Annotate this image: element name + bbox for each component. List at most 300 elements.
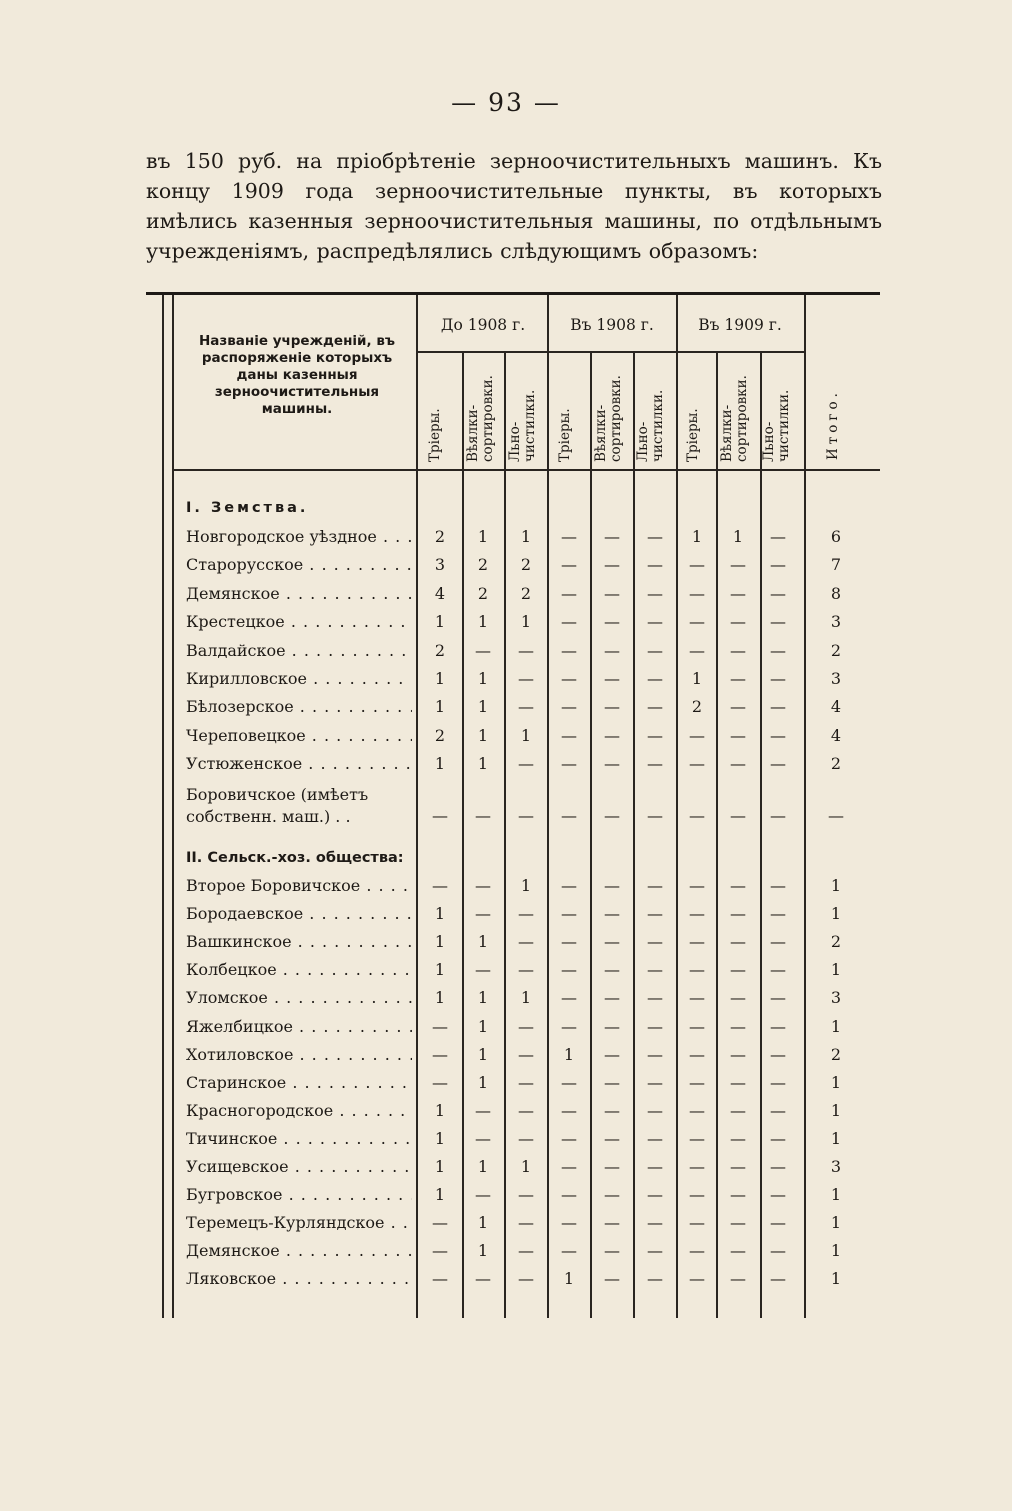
row-value: — bbox=[770, 1128, 786, 1148]
row-value: — bbox=[604, 1100, 620, 1120]
row-value: 1 bbox=[434, 904, 446, 924]
row-value: — bbox=[432, 1241, 448, 1261]
row-value: — bbox=[770, 640, 786, 660]
row-value: — bbox=[689, 988, 705, 1008]
row-value: — bbox=[689, 754, 705, 774]
row-value: 1 bbox=[477, 932, 489, 952]
table-row bbox=[186, 806, 880, 834]
row-value: — bbox=[604, 1269, 620, 1289]
row-value: — bbox=[770, 697, 786, 717]
row-value: — bbox=[518, 1100, 534, 1120]
row-value: — bbox=[561, 932, 577, 952]
row-value: — bbox=[730, 697, 746, 717]
row-value: — bbox=[730, 960, 746, 980]
table-row bbox=[186, 988, 880, 1016]
row-value: — bbox=[647, 527, 663, 546]
row-value: — bbox=[475, 904, 491, 924]
row-value: — bbox=[730, 1044, 746, 1064]
row-value: — bbox=[730, 1072, 746, 1092]
row-value: — bbox=[561, 1157, 577, 1176]
row-value: — bbox=[561, 1185, 577, 1205]
row-total: 2 bbox=[830, 932, 842, 952]
year-header-before-1908: До 1908 г. bbox=[440, 316, 526, 334]
row-value: — bbox=[689, 876, 705, 895]
column-divider bbox=[172, 295, 174, 1318]
row-value: — bbox=[561, 1016, 577, 1036]
row-value: — bbox=[647, 806, 663, 825]
row-value: — bbox=[647, 1072, 663, 1092]
row-value: — bbox=[604, 1044, 620, 1064]
row-value: — bbox=[604, 754, 620, 774]
row-value: — bbox=[518, 1128, 534, 1148]
row-value: — bbox=[647, 1016, 663, 1036]
row-value: — bbox=[475, 1269, 491, 1289]
row-name: Ляковское . . . bbox=[186, 1269, 412, 1288]
row-value: — bbox=[561, 960, 577, 980]
row-value: 1 bbox=[520, 725, 532, 745]
total-column-header: Итого. bbox=[825, 389, 841, 460]
row-value: — bbox=[561, 1072, 577, 1092]
row-value: — bbox=[518, 960, 534, 980]
row-value: — bbox=[561, 1241, 577, 1261]
row-value: — bbox=[770, 754, 786, 774]
row-value: — bbox=[604, 527, 620, 546]
row-value: — bbox=[647, 1128, 663, 1148]
row-value: — bbox=[604, 932, 620, 952]
row-value: — bbox=[518, 1185, 534, 1205]
row-value: — bbox=[518, 669, 534, 688]
row-value: — bbox=[518, 1213, 534, 1233]
row-value: 1 bbox=[434, 669, 446, 688]
row-name: Старорусское . . . bbox=[186, 555, 412, 574]
row-total: 1 bbox=[830, 1241, 842, 1261]
row-value: — bbox=[689, 904, 705, 924]
row-value: 1 bbox=[520, 527, 532, 546]
row-value: — bbox=[518, 932, 534, 952]
row-value: 1 bbox=[477, 725, 489, 745]
row-value: — bbox=[770, 932, 786, 952]
row-value: — bbox=[770, 876, 786, 895]
row-value: — bbox=[561, 754, 577, 774]
row-value: 1 bbox=[691, 527, 703, 546]
section-agri-societies-title: II. Сельск.-хоз. общества: bbox=[186, 850, 404, 866]
row-value: 1 bbox=[520, 988, 532, 1008]
row-value: — bbox=[432, 806, 448, 825]
row-value: — bbox=[730, 806, 746, 825]
row-name: Крестецкое . . . bbox=[186, 612, 412, 631]
row-total: 8 bbox=[830, 583, 842, 603]
table-row bbox=[186, 726, 880, 754]
row-total: 1 bbox=[830, 1072, 842, 1092]
row-value: — bbox=[689, 960, 705, 980]
row-value: — bbox=[730, 1128, 746, 1148]
row-value: — bbox=[561, 1100, 577, 1120]
row-value: — bbox=[604, 1016, 620, 1036]
row-value: — bbox=[647, 1044, 663, 1064]
row-value: 1 bbox=[520, 1157, 532, 1176]
row-value: — bbox=[730, 669, 746, 688]
row-value: — bbox=[689, 1185, 705, 1205]
row-name: Старинское . . . bbox=[186, 1073, 412, 1092]
row-value: — bbox=[432, 1016, 448, 1036]
table-row bbox=[186, 1101, 880, 1129]
row-name: Демянское . . . bbox=[186, 584, 412, 603]
row-value: — bbox=[432, 1072, 448, 1092]
row-value: — bbox=[604, 876, 620, 895]
row-name: Красногородское . . . bbox=[186, 1101, 412, 1120]
row-value: 1 bbox=[434, 1185, 446, 1205]
row-value: — bbox=[604, 960, 620, 980]
row-value: — bbox=[604, 1213, 620, 1233]
row-value: 1 bbox=[434, 960, 446, 980]
row-value: 1 bbox=[434, 988, 446, 1008]
row-value: — bbox=[770, 806, 786, 825]
row-value: — bbox=[730, 1269, 746, 1289]
row-value: — bbox=[561, 806, 577, 825]
row-value: 1 bbox=[477, 697, 489, 717]
row-value: — bbox=[475, 1185, 491, 1205]
row-value: — bbox=[730, 1016, 746, 1036]
table-row bbox=[186, 876, 880, 904]
row-value: 1 bbox=[434, 1128, 446, 1148]
row-value: — bbox=[689, 932, 705, 952]
row-value: — bbox=[730, 904, 746, 924]
row-value: 1 bbox=[732, 527, 744, 546]
row-total: 1 bbox=[830, 960, 842, 980]
row-value: — bbox=[730, 555, 746, 575]
row-value: — bbox=[561, 669, 577, 688]
row-value: — bbox=[561, 640, 577, 660]
row-value: — bbox=[689, 1157, 705, 1176]
row-value: 1 bbox=[477, 1157, 489, 1176]
row-value: — bbox=[689, 1269, 705, 1289]
row-total: 1 bbox=[830, 1016, 842, 1036]
row-value: — bbox=[604, 904, 620, 924]
row-name: Хотиловское . . . bbox=[186, 1045, 412, 1064]
row-total: 7 bbox=[830, 555, 842, 575]
row-value: — bbox=[518, 1016, 534, 1036]
row-value: — bbox=[689, 640, 705, 660]
row-value: — bbox=[770, 1100, 786, 1120]
row-value: 1 bbox=[477, 988, 489, 1008]
row-value: — bbox=[770, 960, 786, 980]
row-value: — bbox=[518, 1269, 534, 1289]
row-value: — bbox=[647, 697, 663, 717]
row-value: 2 bbox=[477, 555, 489, 575]
row-value: — bbox=[647, 669, 663, 688]
sub-header-triers: Тріеры. bbox=[427, 408, 443, 462]
table-row bbox=[186, 555, 880, 583]
sub-header-flax-cleaners: Льно- чистилки. bbox=[507, 389, 538, 462]
row-value: — bbox=[647, 555, 663, 575]
row-value: — bbox=[770, 1213, 786, 1233]
row-name: Тичинское . . . bbox=[186, 1129, 412, 1148]
table-row bbox=[186, 641, 880, 669]
row-value: — bbox=[647, 612, 663, 632]
table-row bbox=[186, 1241, 880, 1269]
row-total: 1 bbox=[830, 1128, 842, 1148]
row-value: — bbox=[647, 583, 663, 603]
section-zemstva-title: I. Земства. bbox=[186, 500, 309, 516]
row-value: — bbox=[689, 1072, 705, 1092]
row-value: 4 bbox=[434, 583, 446, 603]
row-value: — bbox=[647, 1157, 663, 1176]
header-year-divider bbox=[416, 351, 804, 353]
table-row bbox=[186, 960, 880, 988]
row-value: — bbox=[770, 555, 786, 575]
table-row bbox=[186, 584, 880, 612]
table-row bbox=[186, 1185, 880, 1213]
row-value: — bbox=[770, 1044, 786, 1064]
row-value: — bbox=[730, 1213, 746, 1233]
row-value: — bbox=[647, 904, 663, 924]
row-value: — bbox=[518, 1072, 534, 1092]
row-value: — bbox=[730, 640, 746, 660]
row-value: — bbox=[561, 1128, 577, 1148]
row-value: — bbox=[770, 1157, 786, 1176]
row-value: — bbox=[770, 988, 786, 1008]
row-value: — bbox=[604, 725, 620, 745]
row-value: — bbox=[730, 988, 746, 1008]
row-value: 2 bbox=[477, 583, 489, 603]
row-value: 2 bbox=[520, 583, 532, 603]
row-total: 4 bbox=[830, 725, 842, 745]
row-value: — bbox=[518, 640, 534, 660]
row-total: 6 bbox=[830, 527, 842, 546]
row-value: — bbox=[432, 876, 448, 895]
row-value: — bbox=[689, 583, 705, 603]
row-value: 1 bbox=[477, 1044, 489, 1064]
row-value: — bbox=[604, 1185, 620, 1205]
row-total: 3 bbox=[830, 988, 842, 1008]
row-value: — bbox=[770, 1072, 786, 1092]
row-name: Уломское . . . bbox=[186, 988, 412, 1007]
row-value: — bbox=[475, 960, 491, 980]
table-row bbox=[186, 1213, 880, 1241]
row-name: Колбецкое . . . bbox=[186, 960, 412, 979]
name-column-header: Названіе учрежденій, въ распоряженіе которыхъ даны казенныя зерноочистительныя машины. bbox=[198, 333, 396, 417]
row-value: 2 bbox=[434, 527, 446, 546]
row-value: — bbox=[561, 904, 577, 924]
row-value: — bbox=[770, 1016, 786, 1036]
row-value: — bbox=[432, 1269, 448, 1289]
row-value: — bbox=[561, 697, 577, 717]
table-row bbox=[186, 1073, 880, 1101]
row-value: — bbox=[561, 988, 577, 1008]
row-name: Бородаевское . . . bbox=[186, 904, 412, 923]
row-total: 1 bbox=[830, 1213, 842, 1233]
row-value: — bbox=[561, 555, 577, 575]
row-name: Валдайское . . . bbox=[186, 641, 412, 660]
row-value: — bbox=[604, 697, 620, 717]
row-value: — bbox=[475, 640, 491, 660]
sub-header-winnowers: Вѣялки- сортировки. bbox=[719, 375, 750, 462]
row-value: — bbox=[475, 1100, 491, 1120]
row-value: — bbox=[604, 806, 620, 825]
row-name: Кирилловское . . . bbox=[186, 669, 412, 688]
row-value: — bbox=[561, 612, 577, 632]
row-value: — bbox=[647, 876, 663, 895]
row-value: 1 bbox=[477, 1072, 489, 1092]
row-value: — bbox=[770, 669, 786, 688]
row-value: — bbox=[647, 988, 663, 1008]
table-row bbox=[186, 1017, 880, 1045]
row-value: 1 bbox=[477, 669, 489, 688]
sub-header-winnowers: Вѣялки- сортировки. bbox=[593, 375, 624, 462]
row-name: Демянское . . . bbox=[186, 1241, 412, 1260]
row-total: 3 bbox=[830, 612, 842, 632]
row-value: — bbox=[730, 725, 746, 745]
row-value: — bbox=[475, 1128, 491, 1148]
row-total: 1 bbox=[830, 1269, 842, 1289]
row-value: 1 bbox=[520, 876, 532, 895]
row-value: — bbox=[730, 1100, 746, 1120]
row-value: — bbox=[518, 806, 534, 825]
row-value: — bbox=[647, 754, 663, 774]
row-name: Усищевское . . . bbox=[186, 1157, 412, 1176]
row-total: 4 bbox=[830, 697, 842, 717]
row-value: — bbox=[518, 754, 534, 774]
row-value: — bbox=[604, 555, 620, 575]
row-value: — bbox=[647, 640, 663, 660]
row-value: — bbox=[770, 1241, 786, 1261]
row-value: — bbox=[604, 640, 620, 660]
row-value: — bbox=[689, 1241, 705, 1261]
sub-header-flax-cleaners: Льно- чистилки. bbox=[635, 389, 666, 462]
row-total: 2 bbox=[830, 640, 842, 660]
row-name: Череповецкое . . . bbox=[186, 726, 412, 745]
row-value: — bbox=[647, 960, 663, 980]
row-total: 1 bbox=[830, 904, 842, 924]
row-value: — bbox=[689, 1016, 705, 1036]
row-value: 1 bbox=[563, 1044, 575, 1064]
table-row bbox=[186, 932, 880, 960]
row-total: 1 bbox=[830, 1185, 842, 1205]
row-value: — bbox=[770, 725, 786, 745]
row-total: 1 bbox=[830, 876, 842, 895]
row-value: — bbox=[689, 1128, 705, 1148]
row-value: — bbox=[604, 1128, 620, 1148]
row-value: — bbox=[689, 806, 705, 825]
sub-header-flax-cleaners: Льно- чистилки. bbox=[761, 389, 792, 462]
row-value: — bbox=[561, 725, 577, 745]
row-value: — bbox=[561, 527, 577, 546]
row-value: — bbox=[770, 1185, 786, 1205]
row-value: — bbox=[730, 754, 746, 774]
row-value: 1 bbox=[691, 669, 703, 688]
row-value: 1 bbox=[477, 1213, 489, 1233]
row-name: Теремецъ-Курляндское . . . bbox=[186, 1213, 412, 1232]
row-value: — bbox=[689, 1044, 705, 1064]
row-total: 2 bbox=[830, 1044, 842, 1064]
year-header-1908: Въ 1908 г. bbox=[570, 316, 654, 334]
row-value: — bbox=[647, 1100, 663, 1120]
borovichi-name-line2: собственн. маш.) . . bbox=[186, 807, 351, 826]
table-row bbox=[186, 1269, 880, 1297]
row-value: 1 bbox=[520, 612, 532, 632]
row-value: — bbox=[730, 876, 746, 895]
row-value: — bbox=[604, 988, 620, 1008]
table-row bbox=[186, 754, 880, 782]
row-value: — bbox=[604, 1241, 620, 1261]
row-value: — bbox=[647, 725, 663, 745]
row-name: Бугровское . . . bbox=[186, 1185, 412, 1204]
row-value: 1 bbox=[477, 754, 489, 774]
sub-header-winnowers: Вѣялки- сортировки. bbox=[465, 375, 496, 462]
table-row bbox=[186, 669, 880, 697]
row-value: — bbox=[689, 555, 705, 575]
row-total: 2 bbox=[830, 754, 842, 774]
row-value: — bbox=[475, 876, 491, 895]
row-value: — bbox=[647, 1185, 663, 1205]
table-row bbox=[186, 612, 880, 640]
row-value: — bbox=[604, 583, 620, 603]
table-row bbox=[186, 1157, 880, 1185]
table-left-border bbox=[162, 295, 164, 1318]
row-value: — bbox=[604, 612, 620, 632]
row-total: — bbox=[828, 806, 844, 825]
row-total: 3 bbox=[830, 1157, 842, 1176]
row-value: — bbox=[730, 1241, 746, 1261]
row-total: 1 bbox=[830, 1100, 842, 1120]
row-value: — bbox=[770, 527, 786, 546]
row-value: 2 bbox=[520, 555, 532, 575]
row-value: 2 bbox=[691, 697, 703, 717]
row-value: — bbox=[730, 1185, 746, 1205]
year-header-1909: Въ 1909 г. bbox=[698, 316, 782, 334]
row-value: — bbox=[432, 1044, 448, 1064]
row-name: Яжелбицкое . . . bbox=[186, 1017, 412, 1036]
table-row bbox=[186, 1129, 880, 1157]
row-value: — bbox=[647, 1241, 663, 1261]
row-value: — bbox=[518, 904, 534, 924]
sub-header-triers: Тріеры. bbox=[557, 408, 573, 462]
row-value: 3 bbox=[434, 555, 446, 575]
row-name: Вашкинское . . . bbox=[186, 932, 412, 951]
row-name: Устюженское . . . bbox=[186, 754, 412, 773]
row-value: 1 bbox=[434, 932, 446, 952]
row-name: Новгородское уѣздное . . . bbox=[186, 527, 412, 546]
row-value: — bbox=[730, 583, 746, 603]
row-value: — bbox=[604, 669, 620, 688]
header-bottom-rule bbox=[172, 469, 880, 471]
row-value: — bbox=[770, 583, 786, 603]
table-row bbox=[186, 904, 880, 932]
row-value: 1 bbox=[434, 697, 446, 717]
row-value: — bbox=[561, 583, 577, 603]
row-value: 1 bbox=[563, 1269, 575, 1289]
row-value: 1 bbox=[434, 612, 446, 632]
row-name: Бѣлозерское . . . bbox=[186, 697, 412, 716]
row-total: 3 bbox=[830, 669, 842, 688]
row-value: 1 bbox=[477, 527, 489, 546]
row-value: 1 bbox=[477, 1241, 489, 1261]
row-value: — bbox=[647, 1213, 663, 1233]
row-value: — bbox=[689, 1213, 705, 1233]
row-value: — bbox=[561, 1213, 577, 1233]
row-value: — bbox=[518, 1241, 534, 1261]
row-value: 1 bbox=[434, 1157, 446, 1176]
row-value: 1 bbox=[477, 612, 489, 632]
row-value: — bbox=[647, 932, 663, 952]
row-value: 2 bbox=[434, 725, 446, 745]
row-value: — bbox=[689, 1100, 705, 1120]
row-value: — bbox=[770, 612, 786, 632]
row-value: — bbox=[518, 1044, 534, 1064]
table-row bbox=[186, 527, 880, 555]
row-value: 1 bbox=[434, 754, 446, 774]
row-value: 2 bbox=[434, 640, 446, 660]
